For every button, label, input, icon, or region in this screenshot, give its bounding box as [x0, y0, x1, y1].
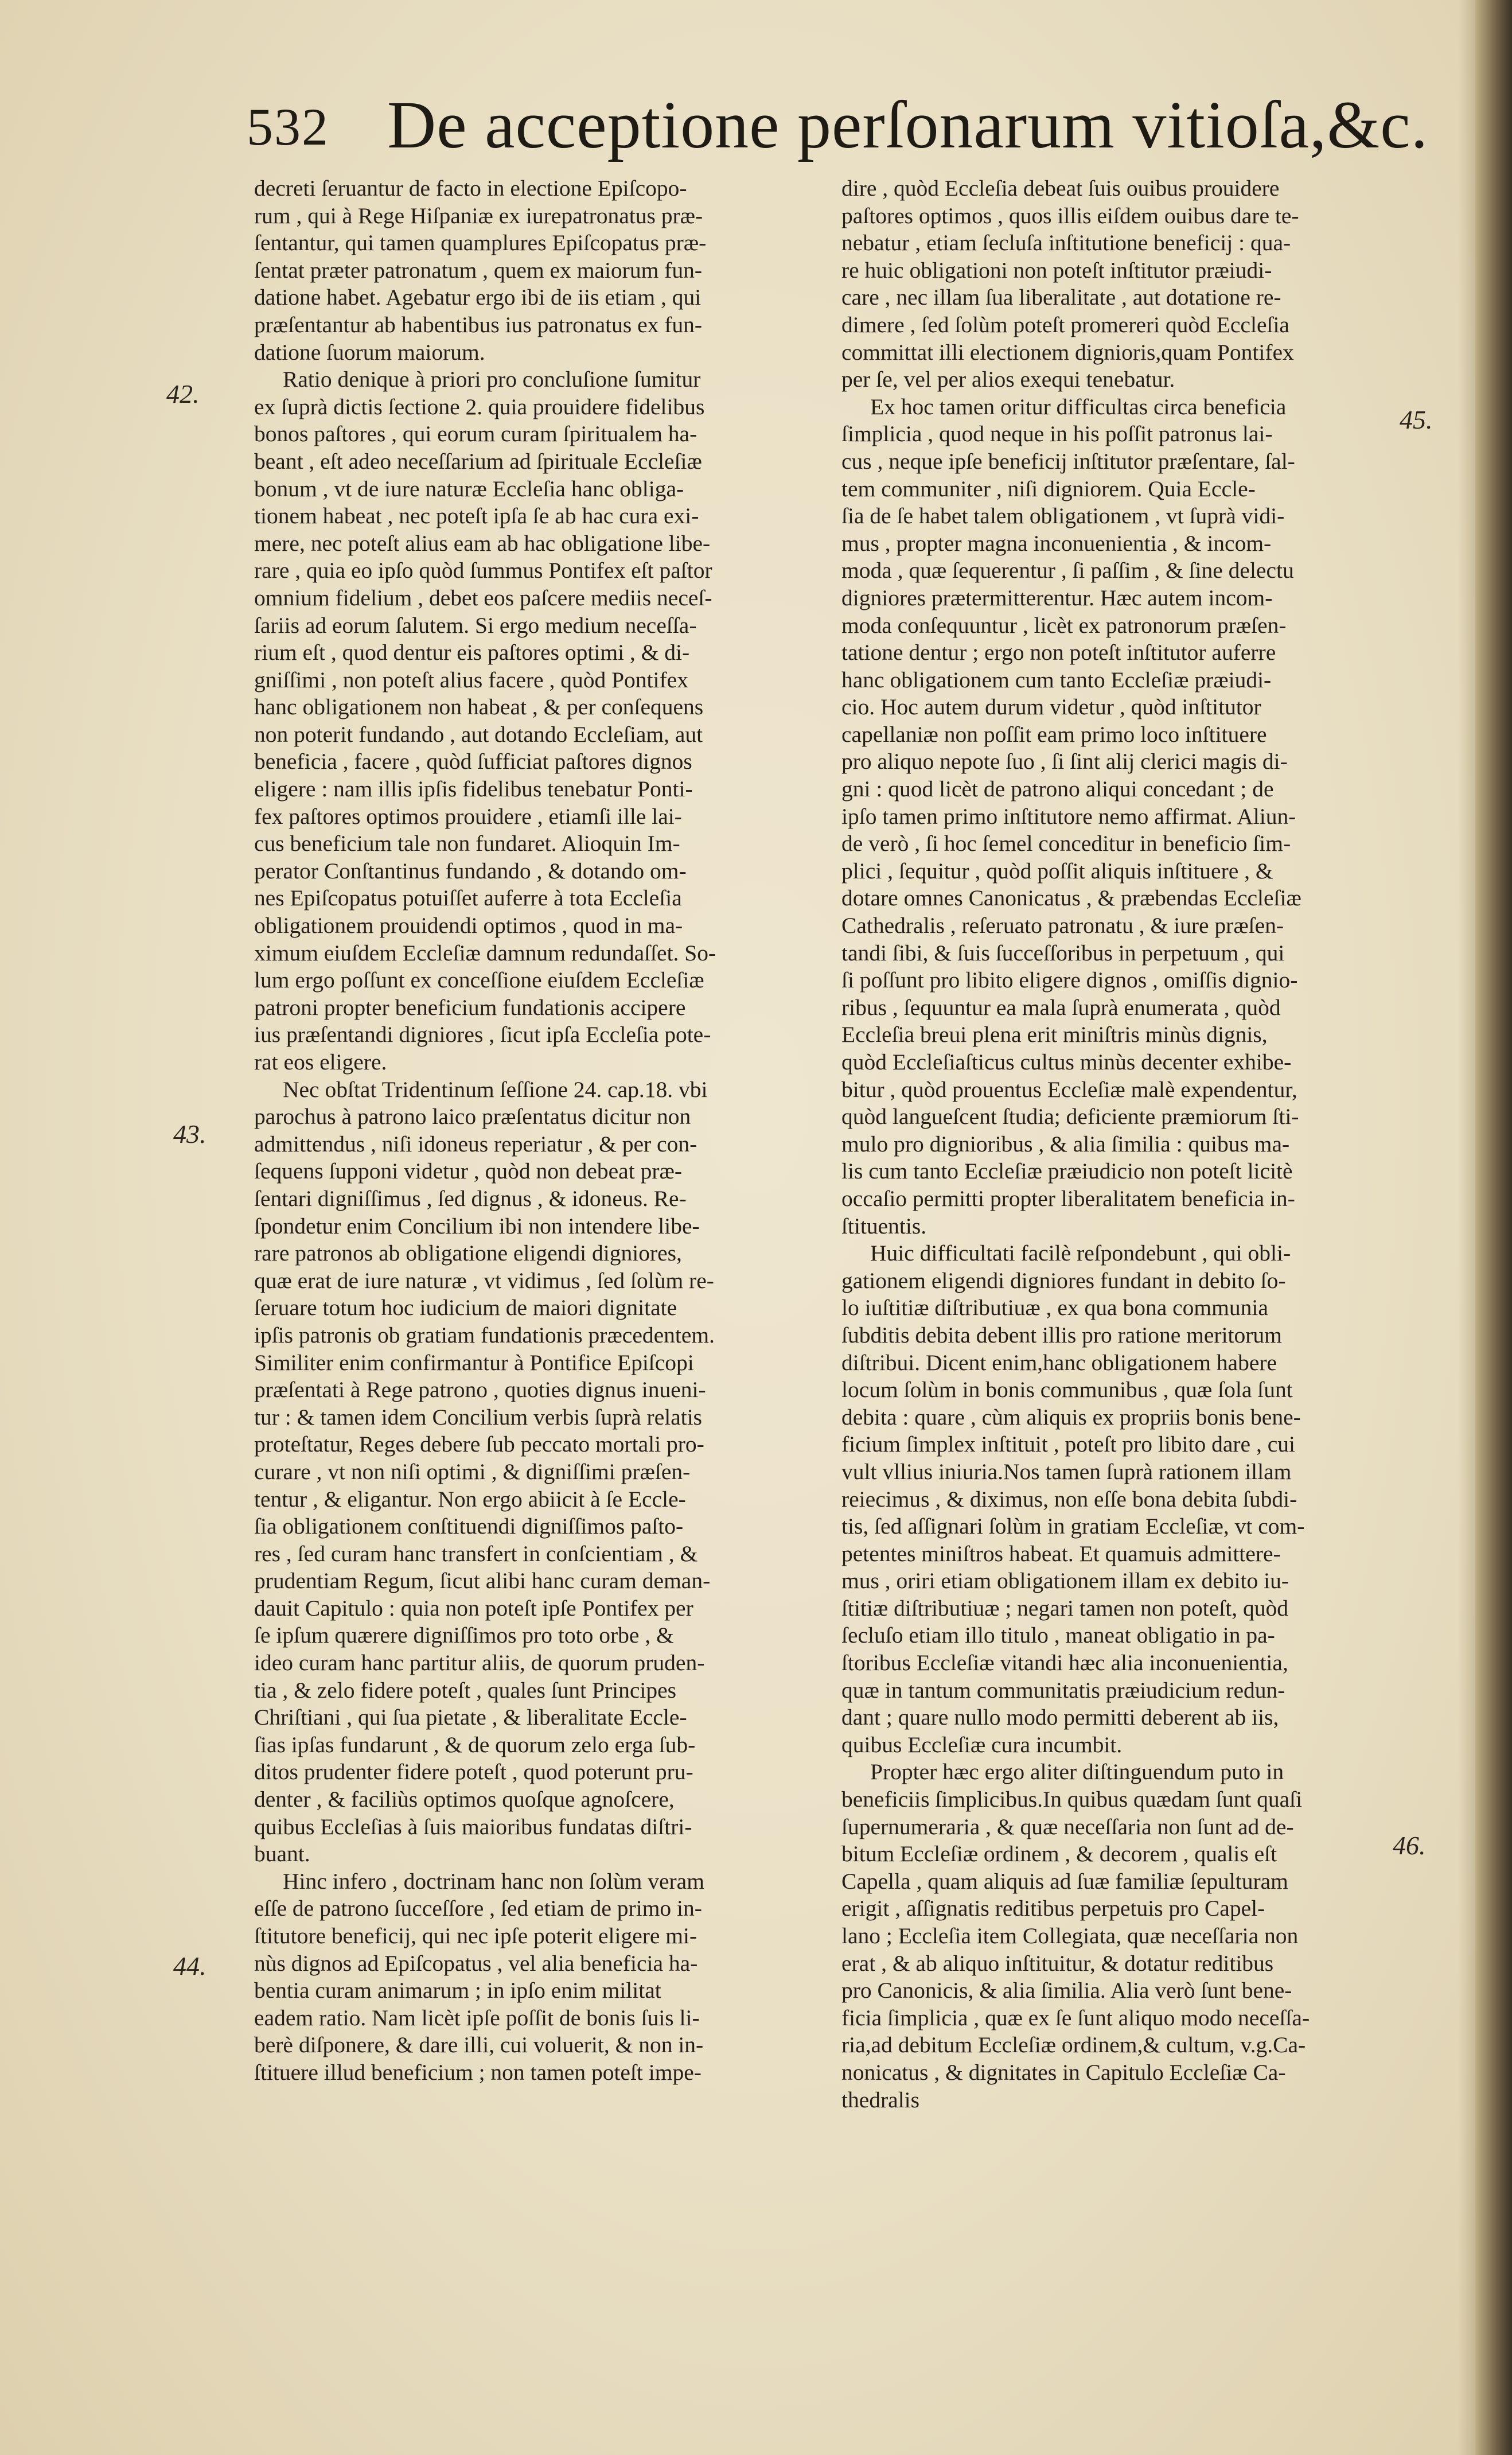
running-title: De acceptione perſonarum vitioſa,&c.: [387, 87, 1429, 162]
text-line: ſentantur, qui tamen quamplures Epiſcopatus præ-: [254, 230, 707, 256]
text-line: ſariis ad eorum ſalutem. Si ergo medium neceſſa-: [254, 612, 697, 638]
page-header: [247, 86, 1429, 166]
text-line: dire , quòd Eccleſia debeat ſuis ouibus prouidere: [841, 176, 1280, 201]
text-line: nùs dignos ad Epiſcopatus , vel alia beneficia ha-: [254, 1950, 698, 1976]
text-line: denter , & faciliùs optimos quoſque agnoſcere,: [254, 1787, 675, 1812]
text-line: eligere : nam illis ipſis fidelibus tenebatur Ponti-: [254, 776, 693, 802]
text-line: hanc obligationem non habeat , & per conſequens: [254, 694, 704, 720]
text-line: ſias ipſas fundarunt , & de quorum zelo erga ſub-: [254, 1732, 696, 1757]
margin-number-43: 43.: [173, 1119, 206, 1149]
text-line: bonos paſtores , qui eorum curam ſpiritualem ha-: [254, 421, 697, 447]
text-line: quòd Eccleſiaſticus cultus minùs decenter exhibe-: [841, 1049, 1292, 1075]
text-line: pro aliquo nepote ſuo , ſi ſint alij clerici magis di-: [841, 749, 1288, 775]
text-line: nonicatus , & dignitates in Capitulo Eccleſiæ Ca-: [841, 2059, 1286, 2085]
text-line: lano ; Eccleſia item Collegiata, quæ neceſſaria non: [841, 1923, 1299, 1948]
text-line: rat eos eligere.: [254, 1049, 387, 1075]
text-line: digniores prætermitterentur. Hæc autem incom-: [841, 585, 1273, 610]
text-line: beant , eſt adeo neceſſarium ad ſpirituale Eccleſiæ: [254, 448, 702, 474]
text-line: tionem habeat , nec poteſt ipſa ſe ab hac cura exi-: [254, 503, 699, 529]
text-line: re huic obligationi non poteſt inſtitutor præiudi-: [841, 257, 1272, 283]
text-line: tur : & tamen idem Concilium verbis ſuprà relatis: [254, 1404, 703, 1430]
text-line: plici , ſequitur , quòd poſſit aliquis inſtituere , &: [841, 858, 1273, 884]
text-line: perator Conſtantinus fundando , & dotando om-: [254, 858, 687, 884]
text-line: per ſe, vel per alios exequi tenebatur.: [841, 367, 1175, 392]
text-line: petentes miniſtros habeat. Et quamuis admittere-: [841, 1540, 1281, 1566]
text-line: datione ſuorum maiorum.: [254, 339, 485, 365]
text-line: ſpondetur enim Concilium ibi non intendere libe-: [254, 1213, 700, 1239]
text-line: nebatur , etiam ſecluſa inſtitutione beneficij : qua-: [841, 230, 1291, 256]
text-line: tandi ſibi, & ſuis ſucceſſoribus in perpetuum , qui: [841, 940, 1285, 966]
text-line: committat illi electionem dignioris,quam Pontifex: [841, 339, 1294, 365]
text-line: mulo pro dignioribus , & alia ſimilia : quibus ma-: [841, 1131, 1290, 1157]
text-line: ſtituere illud beneficium ; non tamen poteſt impe-: [254, 2059, 702, 2085]
text-line: ximum eiuſdem Eccleſiæ damnum redundaſſet. So-: [254, 940, 716, 966]
text-line: præſentantur ab habentibus ius patronatus ex fun-: [254, 312, 703, 337]
text-line: ſeruare totum hoc iudicium de maiori dignitate: [254, 1295, 677, 1321]
text-line: quòd langueſcent ſtudia; deficiente præmiorum ſti-: [841, 1104, 1299, 1130]
text-line: ſentat præter patronatum , quem ex maiorum fun-: [254, 257, 702, 283]
text-line: eſſe de patrono ſucceſſore , ſed etiam de primo in-: [254, 1896, 702, 1921]
text-line: quæ erat de iure naturæ , vt vidimus , ſed ſolùm re-: [254, 1267, 714, 1293]
text-line: dauit Capitulo : quia non poteſt ipſe Pontifex per: [254, 1595, 693, 1621]
text-line: tem communiter , niſi digniorem. Quia Eccle-: [841, 476, 1256, 501]
text-line: tentur , & eligantur. Non ergo abiicit à ſe Eccle-: [254, 1486, 686, 1512]
text-line: mus , oriri etiam obligationem illam ex debito iu-: [841, 1568, 1289, 1594]
margin-number-46: 46.: [1393, 1831, 1426, 1860]
text-line: cus , neque ipſe beneficij inſtitutor præſentare, ſal-: [841, 448, 1295, 474]
text-line: ficia ſimplicia , quæ ex ſe ſunt aliquo modo neceſſa-: [841, 2005, 1310, 2030]
text-line: ſimplicia , quod neque in his poſſit patronus lai-: [841, 421, 1273, 447]
text-line: pro Canonicis, & alia ſimilia. Alia verò ſunt bene-: [841, 1978, 1292, 2003]
text-line: Nec obſtat Tridentinum ſeſſione 24. cap.18. vbi: [283, 1076, 708, 1102]
text-line: Chriſtiani , qui ſua pietate , & liberalitate Eccle-: [254, 1705, 687, 1730]
text-line: Ratio denique à priori pro concluſione ſumitur: [283, 367, 701, 392]
text-line: debita : quare , cùm aliquis ex propriis bonis bene-: [841, 1404, 1301, 1430]
text-line: eadem ratio. Nam licèt ipſe poſſit de bonis ſuis li-: [254, 2005, 700, 2030]
text-line: ſtituentis.: [841, 1213, 927, 1239]
text-line: ſtoribus Eccleſiæ vitandi hæc alia inconuenientia,: [841, 1650, 1288, 1676]
text-line: occaſio permitti propter liberalitatem beneficia in-: [841, 1185, 1295, 1211]
text-line: beneficiis ſimplicibus.In quibus quædam ſunt quaſi: [841, 1787, 1303, 1812]
text-line: paſtores optimos , quos illis eiſdem ouibus dare te-: [841, 203, 1299, 228]
book-spine: [1475, 0, 1512, 2455]
text-line: gationem eligendi digniores fundant in debito ſo-: [841, 1267, 1286, 1293]
text-line: Eccleſia breui plena erit miniſtris minùs dignis,: [841, 1022, 1268, 1048]
text-line: fex paſtores optimos prouidere , etiamſi ille lai-: [254, 803, 682, 829]
text-line: ex ſuprà dictis ſectione 2. quia prouidere fidelibus: [254, 394, 705, 419]
text-line: ſequens ſupponi videtur , quòd non debeat præ-: [254, 1158, 682, 1184]
text-line: ſecluſo etiam illo titulo , maneat obligatio in pa-: [841, 1623, 1275, 1648]
text-line: Cathedralis , reſeruato patronatu , & iure præſen-: [841, 913, 1284, 939]
text-line: diſtribui. Dicent enim,hanc obligationem habere: [841, 1349, 1277, 1375]
text-line: prudentiam Regum, ſicut alibi hanc curam deman-: [254, 1568, 711, 1594]
text-line: præſentati à Rege patrono , quoties dignus inueni-: [254, 1377, 706, 1403]
text-line: ficium ſimplex inſtituit , poteſt pro libito dare , cui: [841, 1431, 1295, 1457]
text-line: mus , propter magna inconuenientia , & incom-: [841, 530, 1272, 556]
text-line: berè diſponere, & dare illi, cui voluerit, & non in-: [254, 2032, 704, 2058]
page-number: 532: [247, 98, 329, 156]
text-line: ſia de ſe habet talem obligationem , vt ſuprà vidi-: [841, 503, 1285, 529]
text-line: datione habet. Agebatur ergo ibi de iis etiam , qui: [254, 285, 702, 310]
text-line: rium eſt , quod dentur eis paſtores optimi , & di-: [254, 640, 690, 666]
text-line: decreti ſeruantur de facto in electione Epiſcopo-: [254, 176, 687, 201]
text-line: hanc obligationem cum tanto Eccleſiæ præiudi-: [841, 667, 1272, 692]
text-line: ipſo tamen primo inſtitutore nemo affirmat. Aliun-: [841, 803, 1296, 829]
text-line: curare , vt non niſi optimi , & digniſſimi præſen-: [254, 1458, 691, 1484]
text-line: ius præſentandi digniores , ſicut ipſa Eccleſia pote-: [254, 1022, 711, 1048]
text-line: res , ſed curam hanc transfert in conſcientiam , &: [254, 1540, 698, 1566]
text-line: Propter hæc ergo aliter diſtinguendum puto in: [870, 1759, 1284, 1785]
text-line: parochus à patrono laico præſentatus dicitur non: [254, 1104, 691, 1130]
right-text-column: [841, 175, 1422, 2114]
text-line: Capella , quam aliquis ad ſuæ familiæ ſepulturam: [841, 1868, 1288, 1894]
text-line: ipſis patronis ob gratiam fundationis præcedentem.: [254, 1322, 715, 1348]
text-line: quibus Eccleſias à ſuis maioribus fundatas diſtri-: [254, 1814, 692, 1839]
text-line: proteſtatur, Reges debere ſub peccato mortali pro-: [254, 1431, 704, 1457]
text-line: bentia curam animarum ; in ipſo enim militat: [254, 1978, 661, 2003]
text-line: dotare omnes Canonicatus , & præbendas Eccleſiæ: [841, 885, 1301, 911]
text-line: ſtitiæ diſtributiuæ ; negari tamen non poteſt, quòd: [841, 1595, 1288, 1621]
text-line: ſubditis debita debent illis pro ratione meritorum: [841, 1322, 1282, 1348]
text-line: omnium fidelium , debet eos paſcere mediis neceſ-: [254, 585, 712, 610]
text-line: admittendus , niſi idoneus reperiatur , & per con-: [254, 1131, 697, 1157]
margin-number-42: 42.: [166, 379, 200, 408]
text-line: bitum Eccleſiæ ordinem , & decorem , qualis eſt: [841, 1841, 1277, 1867]
text-line: dimere , ſed ſolùm poteſt promereri quòd Eccleſia: [841, 312, 1289, 337]
text-line: beneficia , facere , quòd ſufficiat paſtores dignos: [254, 749, 692, 775]
text-line: tia , & zelo fidere poteſt , quales ſunt Principes: [254, 1677, 677, 1703]
text-line: reiecimus , & diximus, non eſſe bona debita ſubdi-: [841, 1486, 1297, 1512]
text-line: ſentari digniſſimus , ſed dignus , & idoneus. Re-: [254, 1185, 687, 1211]
text-line: capellaniæ non poſſit eam primo loco inſtituere: [841, 721, 1267, 747]
text-line: tatione dentur ; ergo non poteſt inſtitutor auferre: [841, 640, 1276, 666]
text-line: lum ergo poſſunt ex conceſſione eiuſdem Eccleſiæ: [254, 967, 704, 993]
text-line: Hinc infero , doctrinam hanc non ſolùm veram: [283, 1868, 704, 1894]
text-line: nes Epiſcopatus potuiſſet auferre à tota Eccleſia: [254, 885, 682, 911]
text-line: mere, nec poteſt alius eam ab hac obligatione libe-: [254, 530, 711, 556]
text-line: erigit , aſſignatis reditibus perpetuis pro Capel-: [841, 1896, 1265, 1921]
text-line: rare , quia eo ipſo quòd ſummus Pontifex eſt paſtor: [254, 558, 712, 583]
text-line: Similiter enim confirmantur à Pontifice Epiſcopi: [254, 1349, 694, 1375]
text-line: rare patronos ab obligatione eligendi digniores,: [254, 1240, 682, 1266]
text-line: care , nec illam ſua liberalitate , aut dotatione re-: [841, 285, 1281, 310]
text-line: quæ in tantum communitatis præiudicium redun-: [841, 1677, 1285, 1703]
text-line: moda conſequuntur , licèt ex patronorum præſen-: [841, 612, 1287, 638]
text-line: ſi poſſunt pro libito eligere dignos , omiſſis dignio-: [841, 967, 1298, 993]
text-line: ideo curam hanc partitur aliis, de quorum pruden-: [254, 1650, 705, 1676]
text-line: dant ; quare nullo modo permitti deberent ab iis,: [841, 1705, 1279, 1730]
text-line: de verò , ſi hoc ſemel conceditur in beneficio ſim-: [841, 831, 1291, 857]
text-line: buant.: [254, 1841, 310, 1867]
text-line: Ex hoc tamen oritur difficultas circa beneficia: [870, 394, 1287, 419]
text-line: erat , & ab aliquo inſtituitur, & dotatur reditibus: [841, 1950, 1274, 1976]
text-line: bonum , vt de iure naturæ Eccleſia hanc obliga-: [254, 476, 684, 501]
text-line: ſupernumeraria , & quæ neceſſaria non ſunt ad de-: [841, 1814, 1294, 1839]
text-line: moda , quæ ſequerentur , ſi paſſim , & ſine delectu: [841, 558, 1294, 583]
text-line: vult vllius iniuria.Nos tamen ſuprà rationem illam: [841, 1458, 1292, 1484]
text-line: ſtitutore beneficij, qui nec ipſe poterit eligere mi-: [254, 1923, 697, 1948]
text-line: ſia obligationem conſtituendi digniſſimos paſto-: [254, 1514, 684, 1539]
text-line: cus beneficium tale non fundaret. Alioquin Im-: [254, 831, 680, 857]
text-line: ria,ad debitum Eccleſiæ ordinem,& cultum, v.g.Ca-: [841, 2032, 1306, 2058]
text-line: gniſſimi , non poteſt alius facere , quòd Pontifex: [254, 667, 688, 692]
text-line: Huic difficultati facilè reſpondebunt , qui obli-: [870, 1240, 1291, 1266]
text-line: thedralis: [841, 2087, 920, 2112]
text-line: gni : quod licèt de patrono aliqui concedant ; de: [841, 776, 1274, 802]
text-line: quibus Eccleſiæ cura incumbit.: [841, 1732, 1123, 1757]
text-line: locum ſolùm in bonis communibus , quæ ſola ſunt: [841, 1377, 1293, 1403]
margin-number-44: 44.: [173, 1951, 206, 1981]
text-line: tis, ſed aſſignari ſolùm in gratiam Eccleſiæ, vt com-: [841, 1514, 1305, 1539]
text-line: obligationem prouidendi optimos , quod in ma-: [254, 913, 683, 939]
text-line: rum , qui à Rege Hiſpaniæ ex iurepatronatus præ-: [254, 203, 703, 228]
left-text-column: [254, 175, 835, 2087]
text-line: ditos prudenter fidere poteſt , quod poterunt pru-: [254, 1759, 693, 1785]
margin-number-45: 45.: [1400, 405, 1433, 434]
text-line: patroni propter beneficium fundationis accipere: [254, 994, 686, 1020]
text-line: lo iuſtitiæ diſtributiuæ , ex qua bona communia: [841, 1295, 1268, 1321]
text-line: ribus , ſequuntur ea mala ſuprà enumerata , quòd: [841, 994, 1281, 1020]
text-line: lis cum tanto Eccleſiæ præiudicio non poteſt licitè: [841, 1158, 1293, 1184]
text-line: bitur , quòd prouentus Eccleſiæ malè expendentur,: [841, 1076, 1297, 1102]
text-line: cio. Hoc autem durum videtur , quòd inſtitutor: [841, 694, 1261, 720]
text-line: ſe ipſum quærere digniſſimos pro toto orbe , &: [254, 1623, 674, 1648]
page-edge-shadow: [1458, 0, 1475, 2455]
text-line: non poterit fundando , aut dotando Eccleſiam, aut: [254, 721, 703, 747]
